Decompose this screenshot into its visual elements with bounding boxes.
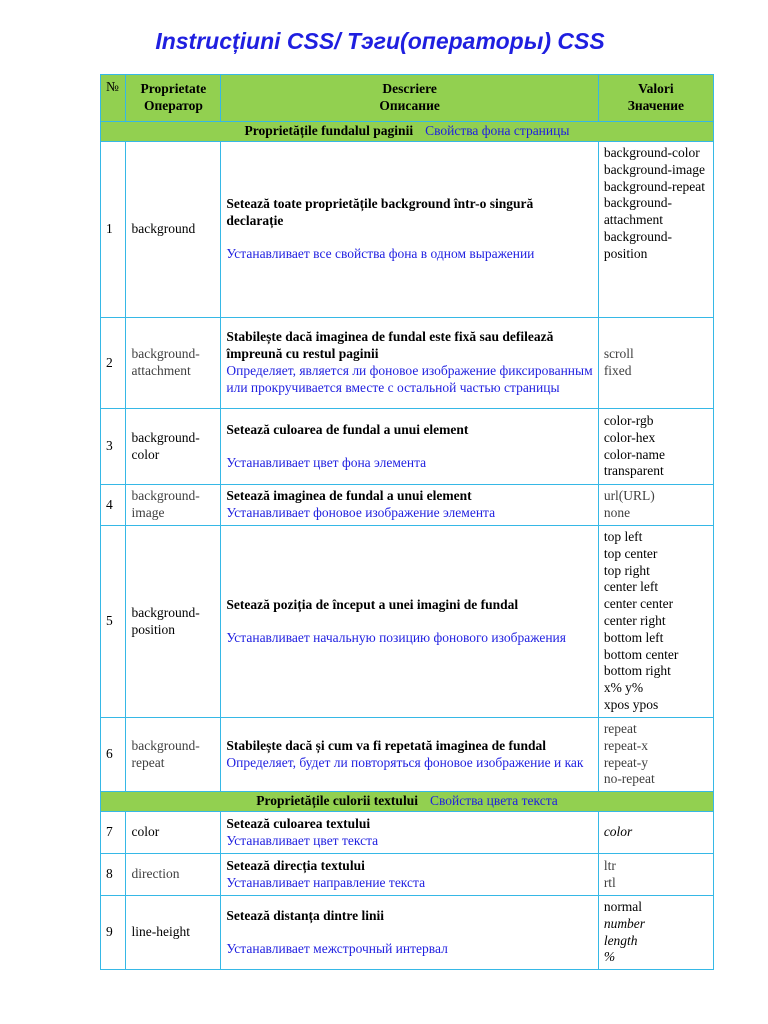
value-item: background-repeat — [603, 178, 706, 194]
row-number: 4 — [101, 485, 126, 526]
value-item: none — [603, 505, 631, 520]
description-ru: Определяет, является ли фоновое изображение фиксированным или прокручивается вместе с остальной частью страницы — [226, 363, 593, 395]
description-ro: Setează toate proprietățile background într-o singură declarație — [226, 196, 534, 229]
values-cell — [598, 409, 713, 485]
section-row-background — [101, 122, 714, 142]
value-item: background-position — [603, 228, 673, 261]
values-cell — [598, 718, 713, 792]
value-item: transparent — [603, 463, 664, 479]
value-item: background-color — [603, 145, 700, 160]
description-cell — [221, 896, 598, 970]
row-number: 6 — [101, 718, 126, 792]
description-ro: Setează distanța dintre linii — [226, 907, 384, 923]
value-item: fixed — [603, 363, 632, 378]
header-num: № — [101, 75, 126, 122]
value-item: center right — [603, 612, 666, 628]
table-row — [101, 318, 714, 409]
value-item: ltr — [603, 857, 616, 873]
value-item: color-name — [603, 446, 666, 462]
property-name: background-attachment — [126, 318, 221, 409]
description-ru: Устанавливает начальную позицию фонового изображения — [226, 629, 566, 645]
property-name: background — [126, 142, 221, 318]
header-description — [221, 75, 598, 122]
table-row — [101, 485, 714, 526]
value-item: x% y% — [603, 680, 644, 696]
description-cell — [221, 718, 598, 792]
header-values-ru: Значение — [627, 98, 685, 113]
values-cell — [598, 812, 713, 854]
value-item: bottom center — [603, 646, 679, 662]
value-item: color-hex — [603, 429, 656, 445]
value-item: bottom left — [603, 629, 664, 645]
value-item: repeat-x — [603, 737, 649, 753]
header-property — [126, 75, 221, 122]
description-ro: Setează culoarea de fundal a unui element — [226, 421, 469, 437]
section-title-ro-prefix: Proprietățile — [256, 793, 333, 809]
values-cell — [598, 485, 713, 526]
row-number: 7 — [101, 812, 126, 854]
value-item: top right — [603, 562, 650, 578]
description-cell — [221, 318, 598, 409]
description-cell — [221, 409, 598, 485]
header-description-ru: Описание — [379, 98, 440, 113]
value-item: repeat — [603, 720, 637, 736]
value-item: repeat-y — [603, 754, 649, 770]
values-cell — [598, 896, 713, 970]
property-name: color — [126, 812, 221, 854]
description-ru: Устанавливает фоновое изображение элемента — [226, 505, 496, 520]
description-ru: Устанавливает межстрочный интервал — [226, 940, 448, 956]
section-row-text-color — [101, 792, 714, 812]
description-ru: Устанавливает цвет текста — [226, 832, 379, 848]
value-item: number — [603, 915, 646, 931]
value-item: xpos ypos — [603, 696, 659, 712]
description-cell — [221, 142, 598, 318]
section-title-ru: Свойства цвета текста — [429, 793, 558, 809]
property-name: background-image — [126, 485, 221, 526]
section-title-ro: culorii textului — [332, 793, 418, 809]
table-row — [101, 142, 714, 318]
value-item: center left — [603, 579, 659, 595]
value-item: center center — [603, 596, 674, 612]
table-row — [101, 812, 714, 854]
property-name: background-repeat — [126, 718, 221, 792]
header-values — [598, 75, 713, 122]
value-item: color — [603, 824, 633, 840]
value-item: length — [603, 932, 638, 948]
property-name: line-height — [126, 896, 221, 970]
description-ru: Определяет, будет ли повторяться фоновое изображение и как — [226, 754, 584, 770]
description-cell — [221, 526, 598, 718]
value-item: background-image — [603, 161, 706, 177]
value-item: no-repeat — [603, 771, 655, 787]
value-item: scroll — [603, 346, 634, 362]
row-number: 9 — [101, 896, 126, 970]
table-row — [101, 526, 714, 718]
value-item: normal — [603, 898, 643, 914]
value-item: bottom right — [603, 663, 671, 679]
header-property-ru: Оператор — [143, 98, 203, 113]
description-cell — [221, 854, 598, 896]
css-properties-table — [100, 74, 714, 970]
section-title-ro: Proprietățile fundalul paginii — [244, 123, 414, 139]
row-number: 2 — [101, 318, 126, 409]
value-item: % — [603, 949, 616, 965]
table-header-row — [101, 75, 714, 122]
header-values-ro: Valori — [638, 81, 674, 97]
description-cell — [221, 485, 598, 526]
description-ro: Setează culoarea textului — [226, 815, 371, 831]
values-cell — [598, 142, 713, 318]
description-ro: Stabilește dacă imaginea de fundal este fixă sau defilează împreună cu restul paginii — [226, 329, 554, 362]
row-number: 8 — [101, 854, 126, 896]
description-ru: Устанавливает направление текста — [226, 874, 426, 890]
value-item: top left — [603, 529, 643, 544]
table-row — [101, 854, 714, 896]
table-row — [101, 718, 714, 792]
header-description-ro: Descriere — [382, 81, 437, 97]
section-title-ru: Свойства фона страницы — [425, 123, 570, 139]
description-ro: Stabilește dacă și cum va fi repetată imaginea de fundal — [226, 737, 546, 753]
property-name: background-position — [126, 526, 221, 718]
header-property-ro: Proprietate — [140, 81, 207, 97]
description-ro: Setează poziția de început a unei imagini de fundal — [226, 596, 519, 612]
description-ru: Устанавливает все свойства фона в одном выражении — [226, 245, 535, 261]
table-row — [101, 409, 714, 485]
values-cell — [598, 854, 713, 896]
values-cell — [598, 526, 713, 718]
value-item: background-attachment — [603, 195, 673, 228]
table-row — [101, 896, 714, 970]
row-number: 1 — [101, 142, 126, 318]
description-ro: Setează imaginea de fundal a unui element — [226, 488, 472, 504]
description-ru: Устанавливает цвет фона элемента — [226, 454, 427, 470]
values-cell — [598, 318, 713, 409]
description-ro: Setează direcția textului — [226, 857, 365, 873]
property-name: direction — [126, 854, 221, 896]
value-item: color-rgb — [603, 412, 654, 428]
value-item: url(URL) — [603, 488, 655, 504]
description-cell — [221, 812, 598, 854]
page-title: Instrucțiuni CSS/ Тэги(операторы) CSS — [155, 28, 605, 54]
value-item: top center — [603, 545, 658, 561]
row-number: 5 — [101, 526, 126, 718]
property-name: background-color — [126, 409, 221, 485]
value-item: rtl — [603, 874, 616, 890]
row-number: 3 — [101, 409, 126, 485]
